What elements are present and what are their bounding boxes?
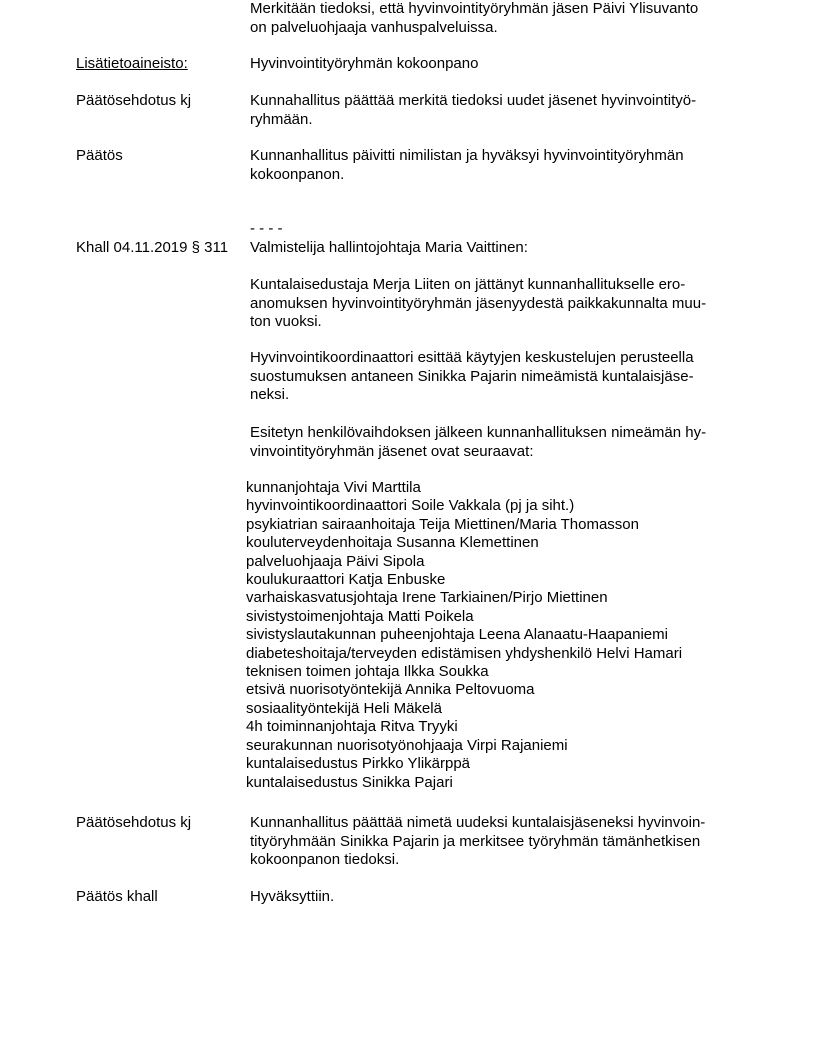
- member-list-item: kouluterveydenhoitaja Susanna Klemettinen: [246, 534, 539, 552]
- paragraph-nomination: [250, 349, 750, 405]
- decision-label: Päätös: [76, 147, 123, 164]
- proposal-label: Päätösehdotus kj: [76, 814, 192, 831]
- member-list-item: kuntalaisedustus Pirkko Ylikärppä: [246, 755, 471, 773]
- section-separator: [250, 220, 750, 239]
- paragraph-resignation: [250, 276, 750, 332]
- proposal-label: Päätösehdotus kj: [76, 92, 192, 109]
- member-list: [246, 479, 682, 792]
- member-list-item: diabeteshoitaja/terveyden edistämisen yhdyshenkilö Helvi Hamari: [246, 644, 683, 662]
- member-list-item: palveluohjaaja Päivi Sipola: [246, 552, 425, 570]
- attachment-line: Hyvinvointityöryhmän kokoonpano: [250, 55, 479, 72]
- paragraph-line: neksi.: [250, 386, 290, 403]
- member-list-item: psykiatrian sairaanhoitaja Teija Miettinen/Maria Thomasson: [246, 515, 639, 533]
- proposal-line: Kunnanhallitus päättää nimetä uudeksi kuntalaisjäseneksi hyvinvoin-: [250, 814, 706, 831]
- paragraph-line: suostumuksen antaneen Sinikka Pajarin nimeämistä kuntalaisjäse-: [250, 367, 694, 385]
- paragraph-members-intro: [250, 424, 750, 461]
- intro-line: on palveluohjaaja vanhuspalveluissa.: [250, 18, 498, 36]
- member-list-item: kunnanjohtaja Vivi Marttila: [246, 479, 421, 496]
- intro-line: Merkitään tiedoksi, että hyvinvointityöryhmän jäsen Päivi Ylisuvanto: [250, 0, 699, 17]
- member-list-item: sivistystoimenjohtaja Matti Poikela: [246, 607, 474, 625]
- paragraph-line: vinvointityöryhmän jäsenet ovat seuraavat:: [250, 442, 534, 460]
- decision-text: [250, 147, 750, 184]
- preparer-line: Valmistelija hallintojohtaja Maria Vaittinen:: [250, 239, 528, 256]
- preparer-text: [250, 239, 750, 258]
- decision-line: Hyväksyttiin.: [250, 888, 335, 905]
- proposal-line: Kunnahallitus päättää merkitä tiedoksi uudet jäsenet hyvinvointityö-: [250, 92, 697, 109]
- proposal-text: [250, 92, 750, 129]
- member-list-item: teknisen toimen johtaja Ilkka Soukka: [246, 663, 489, 681]
- meeting-reference: Khall 04.11.2019 § 311: [76, 239, 229, 256]
- member-list-item: seurakunnan nuorisotyönohjaaja Virpi Rajaniemi: [246, 736, 568, 754]
- member-list-item: sosiaalityöntekijä Heli Mäkelä: [246, 699, 442, 717]
- member-list-item: 4h toiminnanjohtaja Ritva Tryyki: [246, 718, 458, 736]
- proposal-line: tityöryhmään Sinikka Pajarin ja merkitsee työryhmän tämänhetkisen: [250, 832, 701, 850]
- proposal-line: kokoonpanon tiedoksi.: [250, 851, 400, 868]
- member-list-item: etsivä nuorisotyöntekijä Annika Peltovuoma: [246, 681, 535, 699]
- intro-text: [250, 0, 750, 37]
- decision-line: kokoonpanon.: [250, 165, 345, 183]
- member-list-item: hyvinvointikoordinaattori Soile Vakkala (pj ja siht.): [246, 497, 575, 515]
- decision-line: Kunnanhallitus päivitti nimilistan ja hyväksyi hyvinvointityöryhmän: [250, 147, 684, 164]
- paragraph-line: Esitetyn henkilövaihdoksen jälkeen kunnanhallituksen nimeämän hy-: [250, 424, 707, 441]
- attachment-label: Lisätietoaineisto:: [76, 55, 188, 72]
- paragraph-line: ton vuoksi.: [250, 313, 322, 330]
- proposal-text: [250, 814, 750, 870]
- separator-text: - - - -: [250, 220, 283, 237]
- paragraph-line: Hyvinvointikoordinaattori esittää käytyjen keskustelujen perusteella: [250, 349, 694, 366]
- member-list-item: koulukuraattori Katja Enbuske: [246, 571, 446, 589]
- proposal-line: ryhmään.: [250, 110, 313, 128]
- member-list-item: kuntalaisedustus Sinikka Pajari: [246, 773, 453, 791]
- paragraph-line: Kuntalaisedustaja Merja Liiten on jättänyt kunnanhallitukselle ero-: [250, 276, 686, 293]
- decision-label: Päätös khall: [76, 888, 158, 905]
- member-list-item: sivistyslautakunnan puheenjohtaja Leena Alanaatu-Haapaniemi: [246, 626, 668, 644]
- attachment-text: [250, 55, 750, 74]
- member-list-item: varhaiskasvatusjohtaja Irene Tarkiainen/Pirjo Miettinen: [246, 589, 608, 607]
- decision-text: [250, 888, 750, 907]
- paragraph-line: anomuksen hyvinvointityöryhmän jäsenyydestä paikkakunnalta muu-: [250, 294, 707, 312]
